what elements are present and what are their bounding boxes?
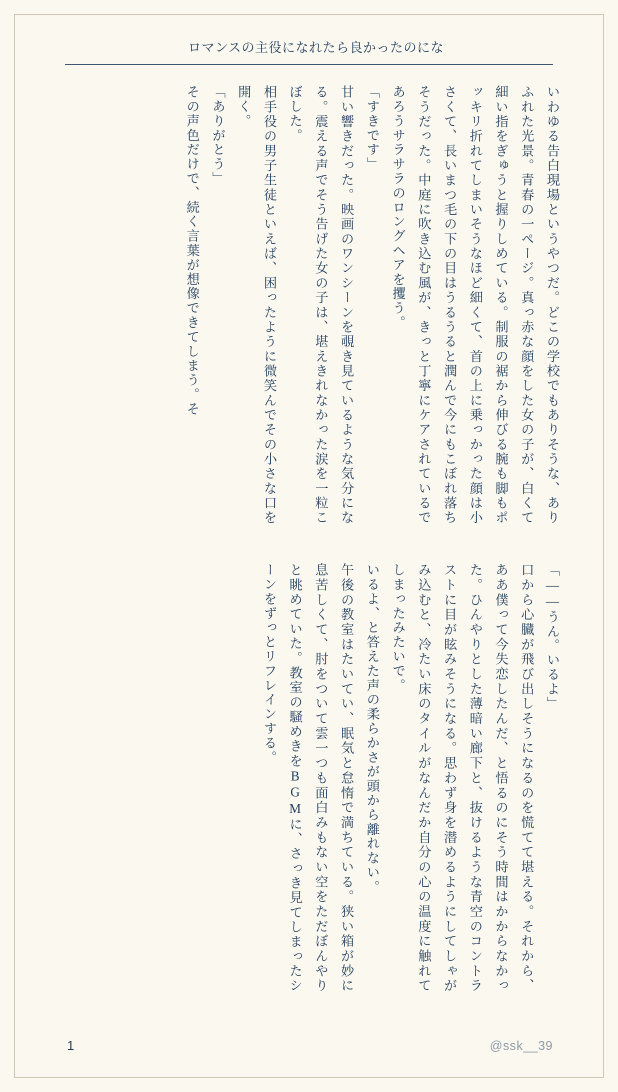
paragraph: 午後の教室はたいてい、眠気と怠惰で満ちている。狭い箱が妙に息苦しくて、肘をついて雲一つも面白みもない空をただぼんやりと眺めていた。教室の騒めきをBGMに、さっき見てしまったシーンをずっとリフレインする。 bbox=[261, 563, 355, 993]
paragraph: いわゆる告白現場というやつだ。どこの学校でもありそうな、ありふれた光景。青春の一ページ。真っ赤な顔をした女の子が、白くて細い指をぎゅうと握りしめている。制服の裾から伸びる腕も脚もポッキリ折れてしまいそうなほど細くて、首の上に乗っかった顔は小さくて、長いまつ毛の下の目はうるうると潤んで今にもこぼれ落ちそうだった。中庭に吹き込む風が、きっと丁寧にケアされているであろうサラサラのロングヘアを攫う。 bbox=[390, 85, 560, 525]
paragraph: 甘い響きだった。映画のワンシーンを覗き見ているような気分になる。震える声でそう告げた女の子は、堪えきれなかった涙を一粒こぼした。 bbox=[287, 85, 355, 525]
paragraph: 「すきです」 bbox=[364, 85, 380, 172]
paragraph: 「――うん。いるよ」 bbox=[545, 563, 560, 711]
text-column-upper bbox=[45, 85, 565, 525]
paragraph: 「ありがとう」 bbox=[210, 85, 226, 186]
paragraph: いるよ、と答えた声の柔らかさが頭から離れない。 bbox=[364, 563, 380, 895]
page-number: 1 bbox=[67, 1038, 75, 1053]
page-title: ロマンスの主役になれたら良かったのにな bbox=[187, 40, 445, 55]
paragraph: 相手役の男子生徒といえば、困ったように微笑んでその小さな口を開く。 bbox=[236, 85, 277, 525]
text-column-lower bbox=[45, 563, 565, 993]
author-handle: @ssk__39 bbox=[489, 1039, 553, 1053]
paragraph: その声色だけで、続く言葉が想像できてしまう。そ bbox=[184, 85, 200, 417]
header-divider bbox=[65, 64, 553, 65]
paragraph: 口から心臓が飛び出しそうになるのを慌てて堪える。それから、ああ僕って今失恋したんだ、と悟るのにそう時間はかからなかった。ひんやりとした薄暗い廊下と、抜けるような青空のコントラストに目が眩みそうになる。思わず身を潜めるようにしてしゃがみ込むと、冷たい床のタイルがなんだか自分の心の温度に触れてしまったみたいで。 bbox=[390, 563, 535, 993]
